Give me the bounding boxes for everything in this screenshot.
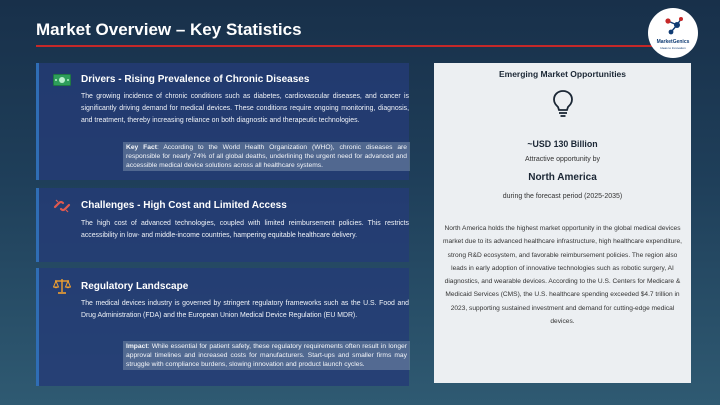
card-title-challenges: Challenges - High Cost and Limited Access bbox=[81, 200, 287, 211]
balance-scale-icon bbox=[53, 278, 71, 299]
impact-label: Impact bbox=[126, 343, 148, 350]
key-fact-note bbox=[123, 142, 410, 171]
molecule-icon bbox=[662, 15, 684, 37]
card-title-regulatory: Regulatory Landscape bbox=[81, 281, 189, 292]
opportunity-subtitle: Attractive opportunity by bbox=[524, 156, 601, 163]
panel-description: North America holds the highest market opportunity in the global medical devices market due to its advanced healthcare infrastructure, high healthcare expenditure, strong R&D ecosystem, and favorable reimbursement policies. The region also leads in early adoption of innovative technologies such as robotic surgery, AI diagnostics, and wearable devices. According to the U.S. Centers for Medicare & Medicaid Services (CMS), the U.S. healthcare spending exceeded $4.7 trillion in 2023, supporting sustained investment and demand for cutting-edge medical devices. bbox=[443, 225, 682, 326]
card-body-challenges: The high cost of advanced technologies, coupled with limited reimbursement policies. This restricts accessibility in low- and middle-income countries, hampering equitable healthcare delivery. bbox=[81, 220, 409, 240]
lightbulb-icon bbox=[551, 89, 575, 124]
key-fact-label: Key Fact bbox=[126, 144, 157, 151]
opportunity-panel bbox=[434, 63, 691, 383]
drivers-card bbox=[36, 63, 409, 180]
card-body-regulatory: The medical devices industry is governed by stringent regulatory frameworks such as the U.S. Food and Drug Administration (FDA) and the European Union Medical Device Regulation (EU MDR). bbox=[81, 300, 409, 320]
impact-text: : While essential for patient safety, these regulatory requirements often result in longer approval timelines and increased costs for manufacturers. Start-ups and smaller firms may struggle with compliance burdens, slowing innovation and product launch cycles. bbox=[126, 343, 407, 368]
market-amount: ~USD 130 Billion bbox=[527, 139, 598, 149]
company-logo bbox=[648, 8, 698, 58]
impact-note bbox=[123, 341, 410, 370]
card-body-drivers: The growing incidence of chronic conditions such as diabetes, cardiovascular diseases, and cancer is significantly driving demand for medical devices. These conditions require ongoing monitoring, diagnosis, and treatment, thereby increasing reliance on both diagnostic and therapeutic technologies. bbox=[81, 93, 409, 125]
broken-link-icon bbox=[53, 198, 71, 219]
money-bill-icon bbox=[53, 73, 71, 91]
title-divider bbox=[36, 45, 679, 47]
logo-text: MarketGenics bbox=[656, 39, 690, 45]
page-title: Market Overview – Key Statistics bbox=[36, 20, 302, 39]
panel-title: Emerging Market Opportunities bbox=[498, 69, 627, 79]
region-name: North America bbox=[528, 172, 597, 183]
regulatory-card bbox=[36, 268, 409, 386]
card-title-drivers: Drivers - Rising Prevalence of Chronic Diseases bbox=[81, 74, 310, 85]
forecast-period: during the forecast period (2025-2035) bbox=[502, 193, 623, 200]
key-fact-text: : According to the World Health Organization (WHO), chronic diseases are responsible for nearly 74% of all global deaths, underlining the urgent need for advanced and accessible medical device solutions across all healthcare systems. bbox=[126, 144, 407, 169]
challenges-card bbox=[36, 188, 409, 262]
logo-tagline: Ideas to Innovation bbox=[660, 46, 686, 50]
